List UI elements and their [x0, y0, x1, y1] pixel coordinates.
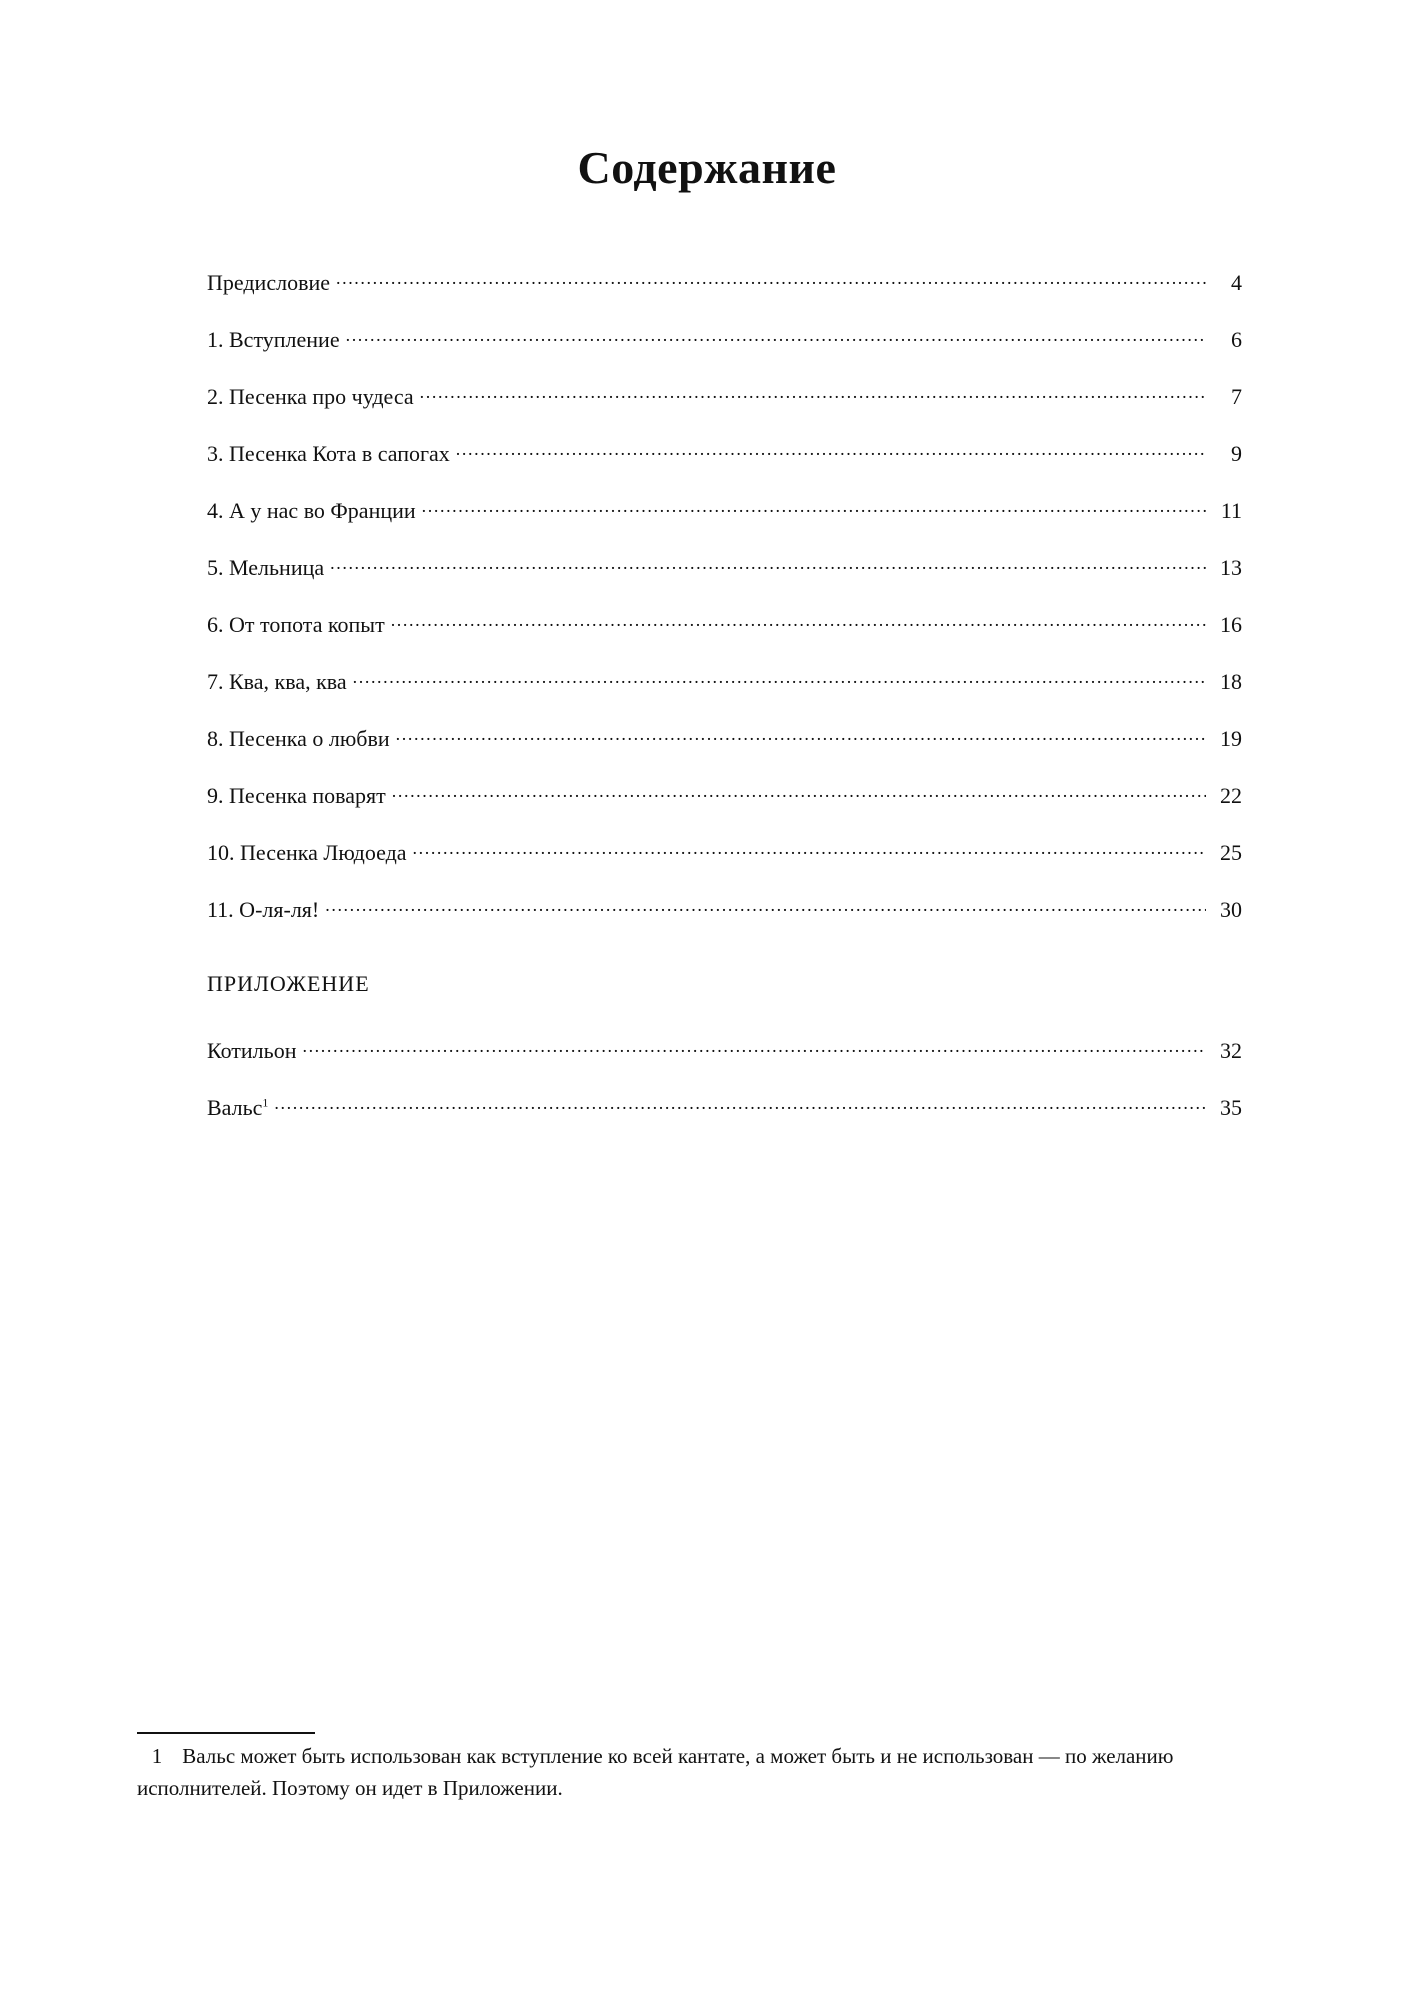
toc-dot-leader: [353, 655, 1206, 689]
toc-entry[interactable]: [207, 655, 1242, 694]
toc-entry[interactable]: [207, 541, 1242, 580]
toc-entry-page: 18: [1220, 669, 1242, 694]
toc-entry-label: Вальс: [207, 1095, 263, 1120]
toc-entry-label: 7. Ква, ква, ква: [207, 669, 347, 694]
toc-dot-leader: [392, 769, 1206, 803]
toc-entry-page: 22: [1220, 783, 1242, 808]
toc-entry-label: 6. От топота копыт: [207, 612, 385, 637]
toc-entry[interactable]: [207, 427, 1242, 466]
toc-entry-page: 30: [1220, 897, 1242, 922]
appendix-heading: ПРИЛОЖЕНИЕ: [207, 971, 370, 996]
toc-entry-page: 35: [1220, 1095, 1242, 1120]
page-title: Содержание: [577, 142, 837, 193]
toc-entry-label: 4. А у нас во Франции: [207, 498, 416, 523]
toc-entry[interactable]: [207, 769, 1242, 808]
toc-entry-page: 25: [1220, 840, 1242, 865]
footnote: [137, 1740, 1277, 1804]
footnote-reference[interactable]: 1: [262, 1095, 269, 1110]
toc-dot-leader: [420, 370, 1206, 404]
toc-entry[interactable]: [207, 370, 1242, 409]
toc-entry-page: 7: [1231, 384, 1242, 409]
toc-entry-label: 9. Песенка поварят: [207, 783, 386, 808]
toc-dot-leader: [396, 712, 1206, 746]
toc-dot-leader: [336, 256, 1206, 290]
toc-dot-leader: [422, 484, 1206, 518]
footnote-text: Вальс может быть использован как вступление ко всей кантате, а может быть и не использован — по желанию исполнителей. Поэтому он идет в Приложении.: [137, 1744, 1174, 1800]
toc-dot-leader: [274, 1081, 1206, 1115]
toc-entry-label: 1. Вступление: [207, 327, 340, 352]
toc-entry-page: 13: [1220, 555, 1242, 580]
toc-dot-leader: [325, 883, 1206, 917]
toc-entry-page: 19: [1220, 726, 1242, 751]
toc-entry[interactable]: [207, 484, 1242, 523]
toc-entry[interactable]: [207, 826, 1242, 865]
toc-entry-page: 9: [1231, 441, 1242, 466]
toc-entry[interactable]: [207, 256, 1242, 295]
toc-entry[interactable]: [207, 1081, 1242, 1120]
toc-dot-leader: [330, 541, 1206, 575]
toc-dot-leader: [346, 313, 1206, 347]
toc-dot-leader: [456, 427, 1206, 461]
toc-entry-label: 5. Мельница: [207, 555, 325, 580]
toc-entry-label: 10. Песенка Людоеда: [207, 840, 407, 865]
toc-entry[interactable]: [207, 1024, 1242, 1063]
toc-entry-page: 16: [1220, 612, 1242, 637]
footnote-separator: [137, 1732, 315, 1734]
toc-entry-page: 4: [1231, 270, 1242, 295]
toc-entry-page: 32: [1220, 1038, 1242, 1063]
toc-entry[interactable]: [207, 598, 1242, 637]
toc-entry-label: 3. Песенка Кота в сапогах: [207, 441, 450, 466]
toc-entry[interactable]: [207, 712, 1242, 751]
toc-entry[interactable]: [207, 313, 1242, 352]
toc-entry-page: 6: [1231, 327, 1242, 352]
toc-entry-label: 8. Песенка о любви: [207, 726, 390, 751]
toc-dot-leader: [391, 598, 1206, 632]
toc-dot-leader: [302, 1024, 1206, 1058]
toc-entry-label: Котильон: [207, 1038, 297, 1063]
toc-entry-page: 11: [1220, 498, 1242, 523]
toc-entry-label-wrap: [207, 1091, 274, 1125]
toc-dot-leader: [413, 826, 1206, 860]
toc-entry[interactable]: [207, 883, 1242, 922]
toc-entry-label: Предисловие: [207, 270, 330, 295]
toc-entry-label: 11. О-ля-ля!: [207, 897, 320, 922]
toc-entry-label: 2. Песенка про чудеса: [207, 384, 414, 409]
footnote-number: 1: [151, 1744, 163, 1768]
